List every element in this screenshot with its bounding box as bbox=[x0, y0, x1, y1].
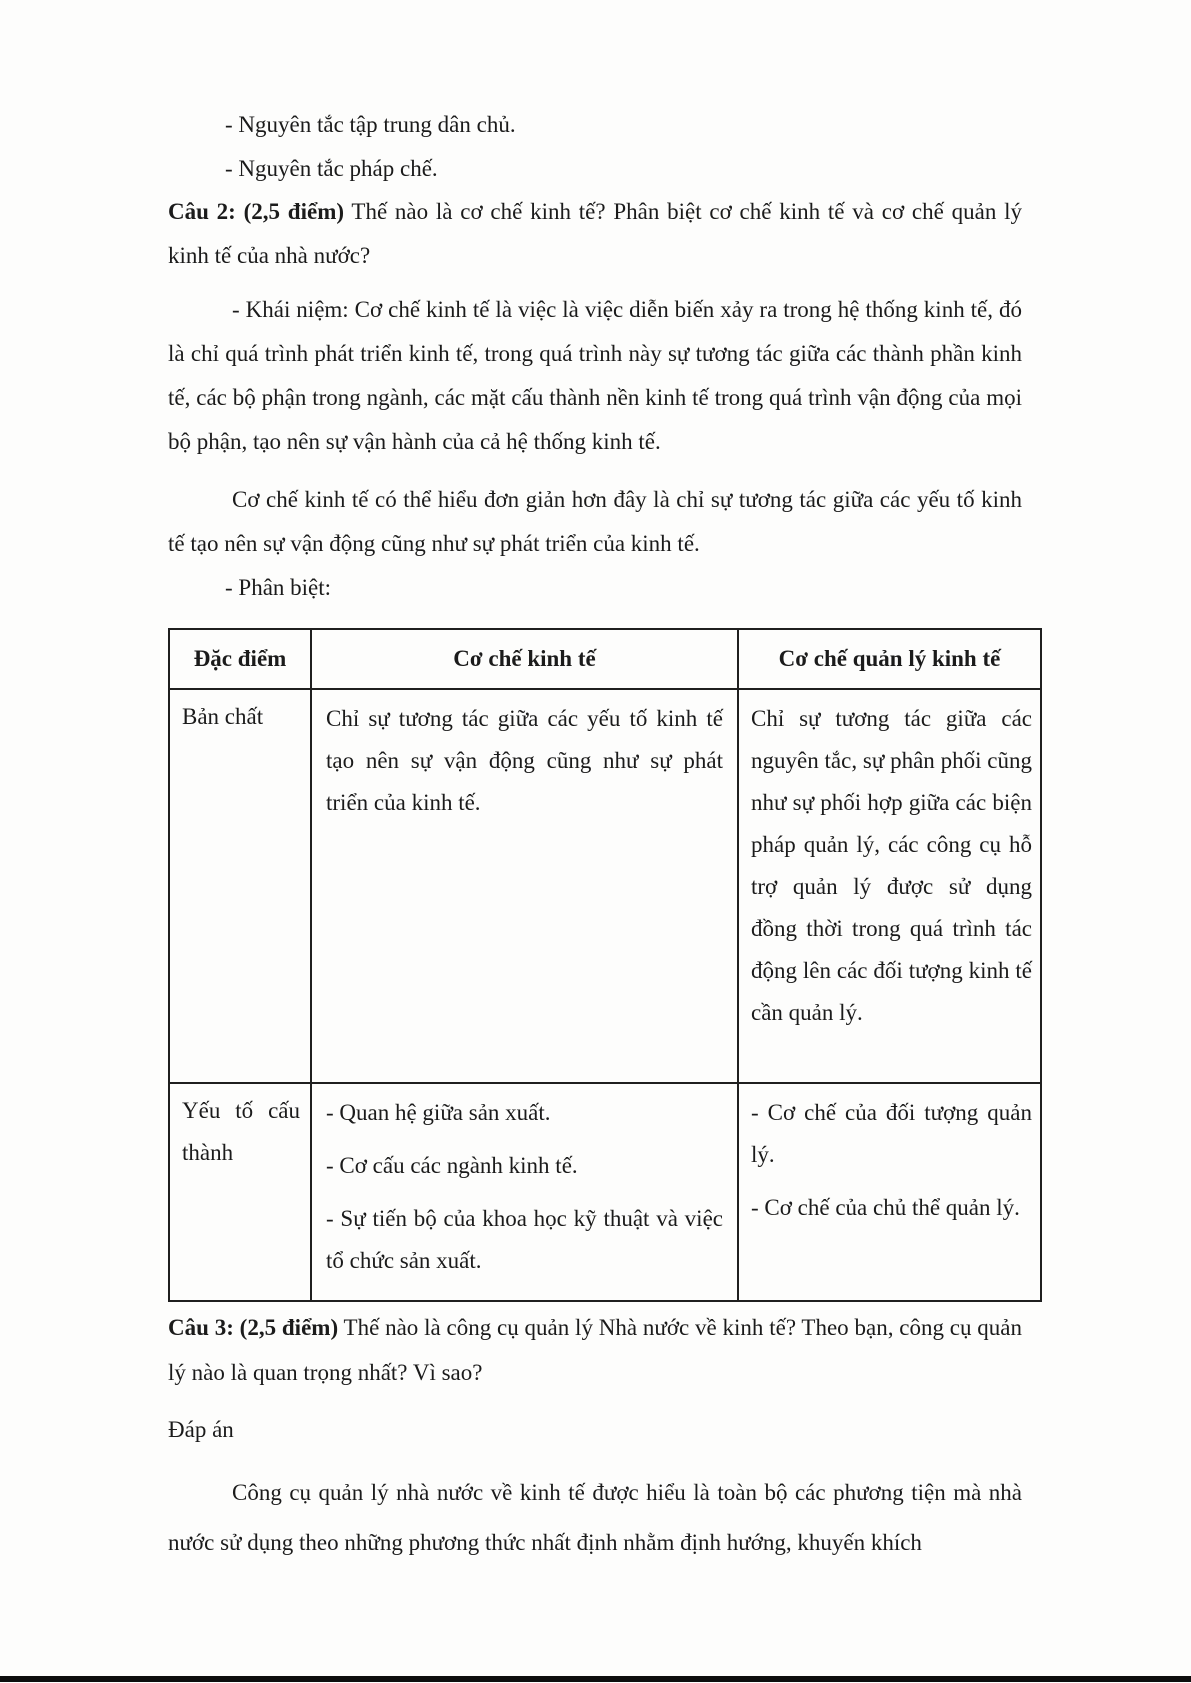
question3-text: Thế nào là công cụ quản lý Nhà nước về kinh tế? Theo bạn, công cụ quản lý nào là quan trọng nhất? Vì sao? bbox=[168, 1315, 1022, 1385]
question3-label: Câu 3: (2,5 điểm) bbox=[168, 1315, 339, 1340]
economic-mechanism-cell bbox=[311, 1083, 738, 1301]
list-item: - Cơ cấu các ngành kinh tế. bbox=[326, 1153, 578, 1178]
answer-paragraph: Công cụ quản lý nhà nước về kinh tế được hiểu là toàn bộ các phương tiện mà nhà nước sử dụng theo những phương thức nhất định nhằm định hướng, khuyến khích bbox=[168, 1480, 1022, 1555]
definition-paragraph: - Khái niệm: Cơ chế kinh tế là việc là việc diễn biến xảy ra trong hệ thống kinh tế, đó là chỉ quá trình phát triển kinh tế, trong quá trình này sự tương tác giữa các thành phần kinh tế, các bộ phận trong ngành, các mặt cấu thành nền kinh tế trong quá trình vận động của mọi bộ phận, tạo nên sự vận hành của cả hệ thống kinh tế. bbox=[168, 297, 1022, 454]
question2-label: Câu 2: (2,5 điểm) bbox=[168, 199, 345, 224]
principle-line: - Nguyên tắc pháp chế. bbox=[225, 156, 438, 181]
list-item: - Quan hệ giữa sản xuất. bbox=[326, 1100, 551, 1125]
scan-edge-bar bbox=[0, 1676, 1191, 1682]
feature-cell: Bản chất bbox=[169, 689, 311, 1083]
table-header-row bbox=[169, 629, 1041, 689]
management-mechanism-cell: Chỉ sự tương tác giữa các nguyên tắc, sự phân phối cũng như sự phối hợp giữa các biện pháp quản lý, các công cụ hỗ trợ quản lý được sử dụng đồng thời trong quá trình tác động lên các đối tượng kinh tế cần quản lý. bbox=[738, 689, 1041, 1083]
question2-text: Thế nào là cơ chế kinh tế? Phân biệt cơ chế kinh tế và cơ chế quản lý kinh tế của nhà nước? bbox=[168, 199, 1022, 268]
comparison-intro: - Phân biệt: bbox=[225, 575, 332, 600]
question2-paragraph bbox=[168, 190, 1022, 278]
question3-paragraph bbox=[168, 1305, 1022, 1395]
header-cell-economic-mechanism: Cơ chế kinh tế bbox=[311, 629, 738, 689]
management-mechanism-cell bbox=[738, 1083, 1041, 1301]
principle-line: - Nguyên tắc tập trung dân chủ. bbox=[225, 112, 516, 137]
list-item: - Cơ chế của đối tượng quản lý. bbox=[751, 1100, 1032, 1167]
list-item: - Cơ chế của chủ thể quản lý. bbox=[751, 1195, 1020, 1220]
feature-cell: Yếu tố cấu thành bbox=[169, 1083, 311, 1301]
table-row-yeu-to-cau-thanh bbox=[169, 1083, 1041, 1301]
principles-list bbox=[225, 103, 516, 191]
comparison-table bbox=[168, 628, 1042, 1302]
header-cell-management-mechanism: Cơ chế quản lý kinh tế bbox=[738, 629, 1041, 689]
list-item: - Sự tiến bộ của khoa học kỹ thuật và việc tổ chức sản xuất. bbox=[326, 1206, 723, 1273]
economic-mechanism-cell: Chỉ sự tương tác giữa các yếu tố kinh tế tạo nên sự vận động cũng như sự phát triển của kinh tế. bbox=[311, 689, 738, 1083]
simplified-definition-paragraph: Cơ chế kinh tế có thể hiểu đơn giản hơn đây là chỉ sự tương tác giữa các yếu tố kinh tế tạo nên sự vận động cũng như sự phát triển của kinh tế. bbox=[168, 487, 1022, 556]
answer-heading: Đáp án bbox=[168, 1417, 234, 1442]
header-cell-feature: Đặc điểm bbox=[169, 629, 311, 689]
table-row-ban-chat bbox=[169, 689, 1041, 1083]
